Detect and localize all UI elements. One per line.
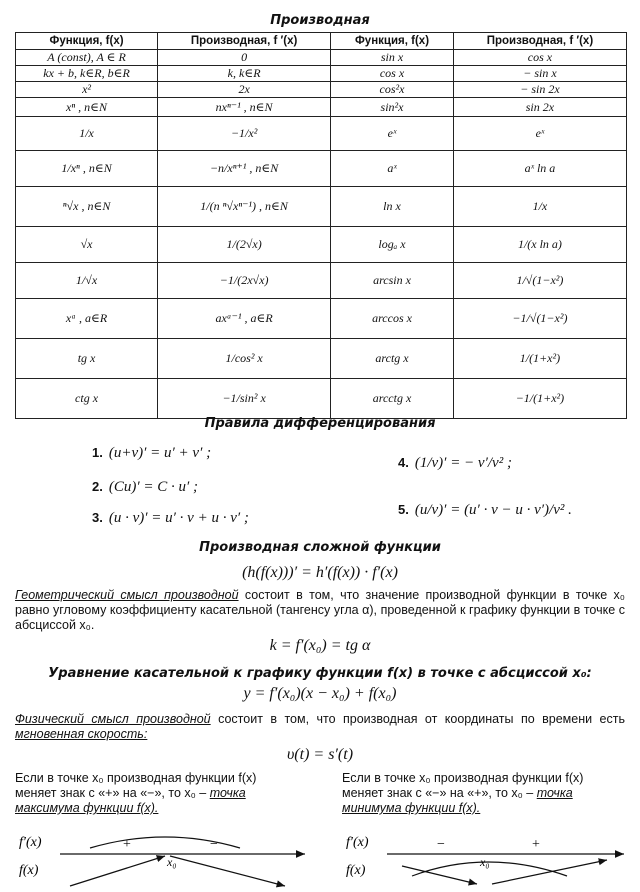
point-label: x₀: [480, 855, 490, 869]
phys-term: Физический смысл производной: [15, 712, 211, 726]
table-cell: −1/x²: [158, 117, 331, 151]
table-cell: cos²x: [331, 82, 454, 98]
rule-5: [398, 502, 572, 519]
table-row: [16, 66, 627, 82]
table-cell: eˣ: [453, 117, 626, 151]
rule-formula: (u · v)′ = u′ · v + u · v′ ;: [108, 510, 249, 526]
table-cell: −1/√(1−x²): [453, 299, 626, 339]
table-cell: 1/(n ⁿ√xⁿ⁻¹) , n∈N: [158, 187, 331, 227]
table-cell: 0: [158, 50, 331, 66]
table-header-row: [16, 33, 627, 50]
table-cell: −n/xⁿ⁺¹ , n∈N: [158, 151, 331, 187]
column-header: Производная, f ′(x): [453, 33, 626, 50]
table-cell: sin x: [331, 50, 454, 66]
rule-1: [92, 445, 211, 462]
decrease-arrow: [170, 856, 285, 886]
table-cell: sin 2x: [453, 98, 626, 117]
derivative-table: [15, 32, 627, 419]
table-row: [16, 263, 627, 299]
table-cell: A (const), A ∈ R: [16, 50, 158, 66]
minimum-diagram: [342, 826, 632, 890]
table-cell: sin²x: [331, 98, 454, 117]
rule-number: 3.: [92, 510, 103, 525]
fprime-label: f′(x): [19, 835, 42, 850]
table-cell: k, k∈R: [158, 66, 331, 82]
table-cell: xⁿ , n∈N: [16, 98, 158, 117]
column-header: Производная, f ′(x): [158, 33, 331, 50]
rule-formula: (Cu)′ = C · u′ ;: [108, 479, 199, 495]
table-cell: 1/cos² x: [158, 339, 331, 379]
geom-term: Геометрический смысл производной: [15, 588, 239, 602]
rule-formula: (1/v)′ = − v′/v² ;: [414, 455, 512, 471]
right-sign: −: [210, 837, 218, 852]
table-cell: arctg x: [331, 339, 454, 379]
maximum-diagram: [15, 826, 315, 890]
table-cell: −1/(2x√x): [158, 263, 331, 299]
column-header: Функция, f(x): [16, 33, 158, 50]
point-label: x₀: [167, 855, 177, 869]
table-cell: arccos x: [331, 299, 454, 339]
f-label: f(x): [19, 863, 39, 878]
rule-formula: (u+v)′ = u′ + v′ ;: [108, 445, 212, 461]
table-cell: aˣ ln a: [453, 151, 626, 187]
table-row: [16, 339, 627, 379]
phys-paragraph: [15, 712, 625, 742]
geom-paragraph: [15, 588, 625, 633]
table-cell: 1/√(1−x²): [453, 263, 626, 299]
table-cell: 2x: [158, 82, 331, 98]
table-row: [16, 187, 627, 227]
table-cell: xᵃ , a∈R: [16, 299, 158, 339]
phys-formula: υ(t) = s′(t): [286, 746, 354, 763]
table-cell: eˣ: [331, 117, 454, 151]
table-cell: x²: [16, 82, 158, 98]
title-rules: Правила дифференцирования: [204, 416, 436, 431]
table-cell: − sin 2x: [453, 82, 626, 98]
table-cell: −1/sin² x: [158, 379, 331, 419]
table-cell: ⁿ√x , n∈N: [16, 187, 158, 227]
title-derivative: Производная: [270, 13, 370, 28]
table-row: [16, 151, 627, 187]
increase-arrow: [70, 856, 165, 886]
max-paragraph: [15, 771, 295, 816]
table-cell: axᵃ⁻¹ , a∈R: [158, 299, 331, 339]
table-row: [16, 82, 627, 98]
table-cell: kx + b, k∈R, b∈R: [16, 66, 158, 82]
table-cell: arcctg x: [331, 379, 454, 419]
rule-number: 4.: [398, 455, 409, 470]
rule-number: 1.: [92, 445, 103, 460]
table-cell: 1/(2√x): [158, 227, 331, 263]
table-cell: arcsin x: [331, 263, 454, 299]
table-row: [16, 379, 627, 419]
table-row: [16, 98, 627, 117]
rule-number: 2.: [92, 479, 103, 494]
column-header: Функция, f(x): [331, 33, 454, 50]
table-cell: 1/x: [16, 117, 158, 151]
max-term: точка максимума функции f(x).: [15, 786, 246, 815]
table-row: [16, 227, 627, 263]
table-cell: ctg x: [16, 379, 158, 419]
table-cell: cos x: [331, 66, 454, 82]
table-cell: aˣ: [331, 151, 454, 187]
title-tangent: Уравнение касательной к графику функции f(x) в точке с абсциссой x₀:: [48, 666, 592, 681]
table-cell: 1/x: [453, 187, 626, 227]
rule-2: [92, 479, 198, 496]
geom-formula: k = f′(x₀) = tg α: [269, 637, 371, 654]
table-body: [16, 50, 627, 419]
right-sign: +: [532, 837, 540, 852]
table-cell: √x: [16, 227, 158, 263]
table-cell: 1/xⁿ , n∈N: [16, 151, 158, 187]
table-cell: logₐ x: [331, 227, 454, 263]
left-sign: +: [123, 837, 131, 852]
phys-text: состоит в том, что производная от координаты по времени есть: [210, 712, 625, 726]
rule-3: [92, 510, 249, 527]
table-cell: nxⁿ⁻¹ , n∈N: [158, 98, 331, 117]
table-cell: −1/(1+x²): [453, 379, 626, 419]
title-complex: Производная сложной функции: [199, 540, 441, 555]
rule-number: 5.: [398, 502, 409, 517]
min-term: точка минимума функции f(x).: [342, 786, 573, 815]
table-cell: 1/√x: [16, 263, 158, 299]
max-text: Если в точке x₀ производная функции f(x) меняет знак с «+» на «−», то x₀ –: [15, 771, 257, 800]
rule-4: [398, 455, 512, 472]
table-cell: 1/(x ln a): [453, 227, 626, 263]
tangent-formula: y = f′(x₀)(x − x₀) + f(x₀): [243, 685, 397, 702]
fprime-label: f′(x): [346, 835, 369, 850]
min-paragraph: [342, 771, 622, 816]
rule-formula: (u/v)′ = (u′ · v − u · v′)/v² .: [414, 502, 572, 518]
phys-term-velocity: мгновенная скорость:: [15, 727, 148, 741]
complex-formula: (h(f(x)))′ = h′(f(x)) · f′(x): [242, 564, 398, 581]
f-label: f(x): [346, 863, 366, 878]
left-sign: −: [437, 837, 445, 852]
table-row: [16, 299, 627, 339]
table-cell: ln x: [331, 187, 454, 227]
table-cell: cos x: [453, 50, 626, 66]
table-row: [16, 117, 627, 151]
min-text: Если в точке x₀ производная функции f(x) меняет знак с «−» на «+», то x₀ –: [342, 771, 584, 800]
geom-text: состоит в том, что значение производной функции в точке x₀ равно угловому коэффициенту касательной (тангенсу угла α), проведенной к графику функции в точке с абсциссой x₀.: [15, 588, 625, 632]
table-cell: − sin x: [453, 66, 626, 82]
table-cell: tg x: [16, 339, 158, 379]
table-cell: 1/(1+x²): [453, 339, 626, 379]
table-row: [16, 50, 627, 66]
